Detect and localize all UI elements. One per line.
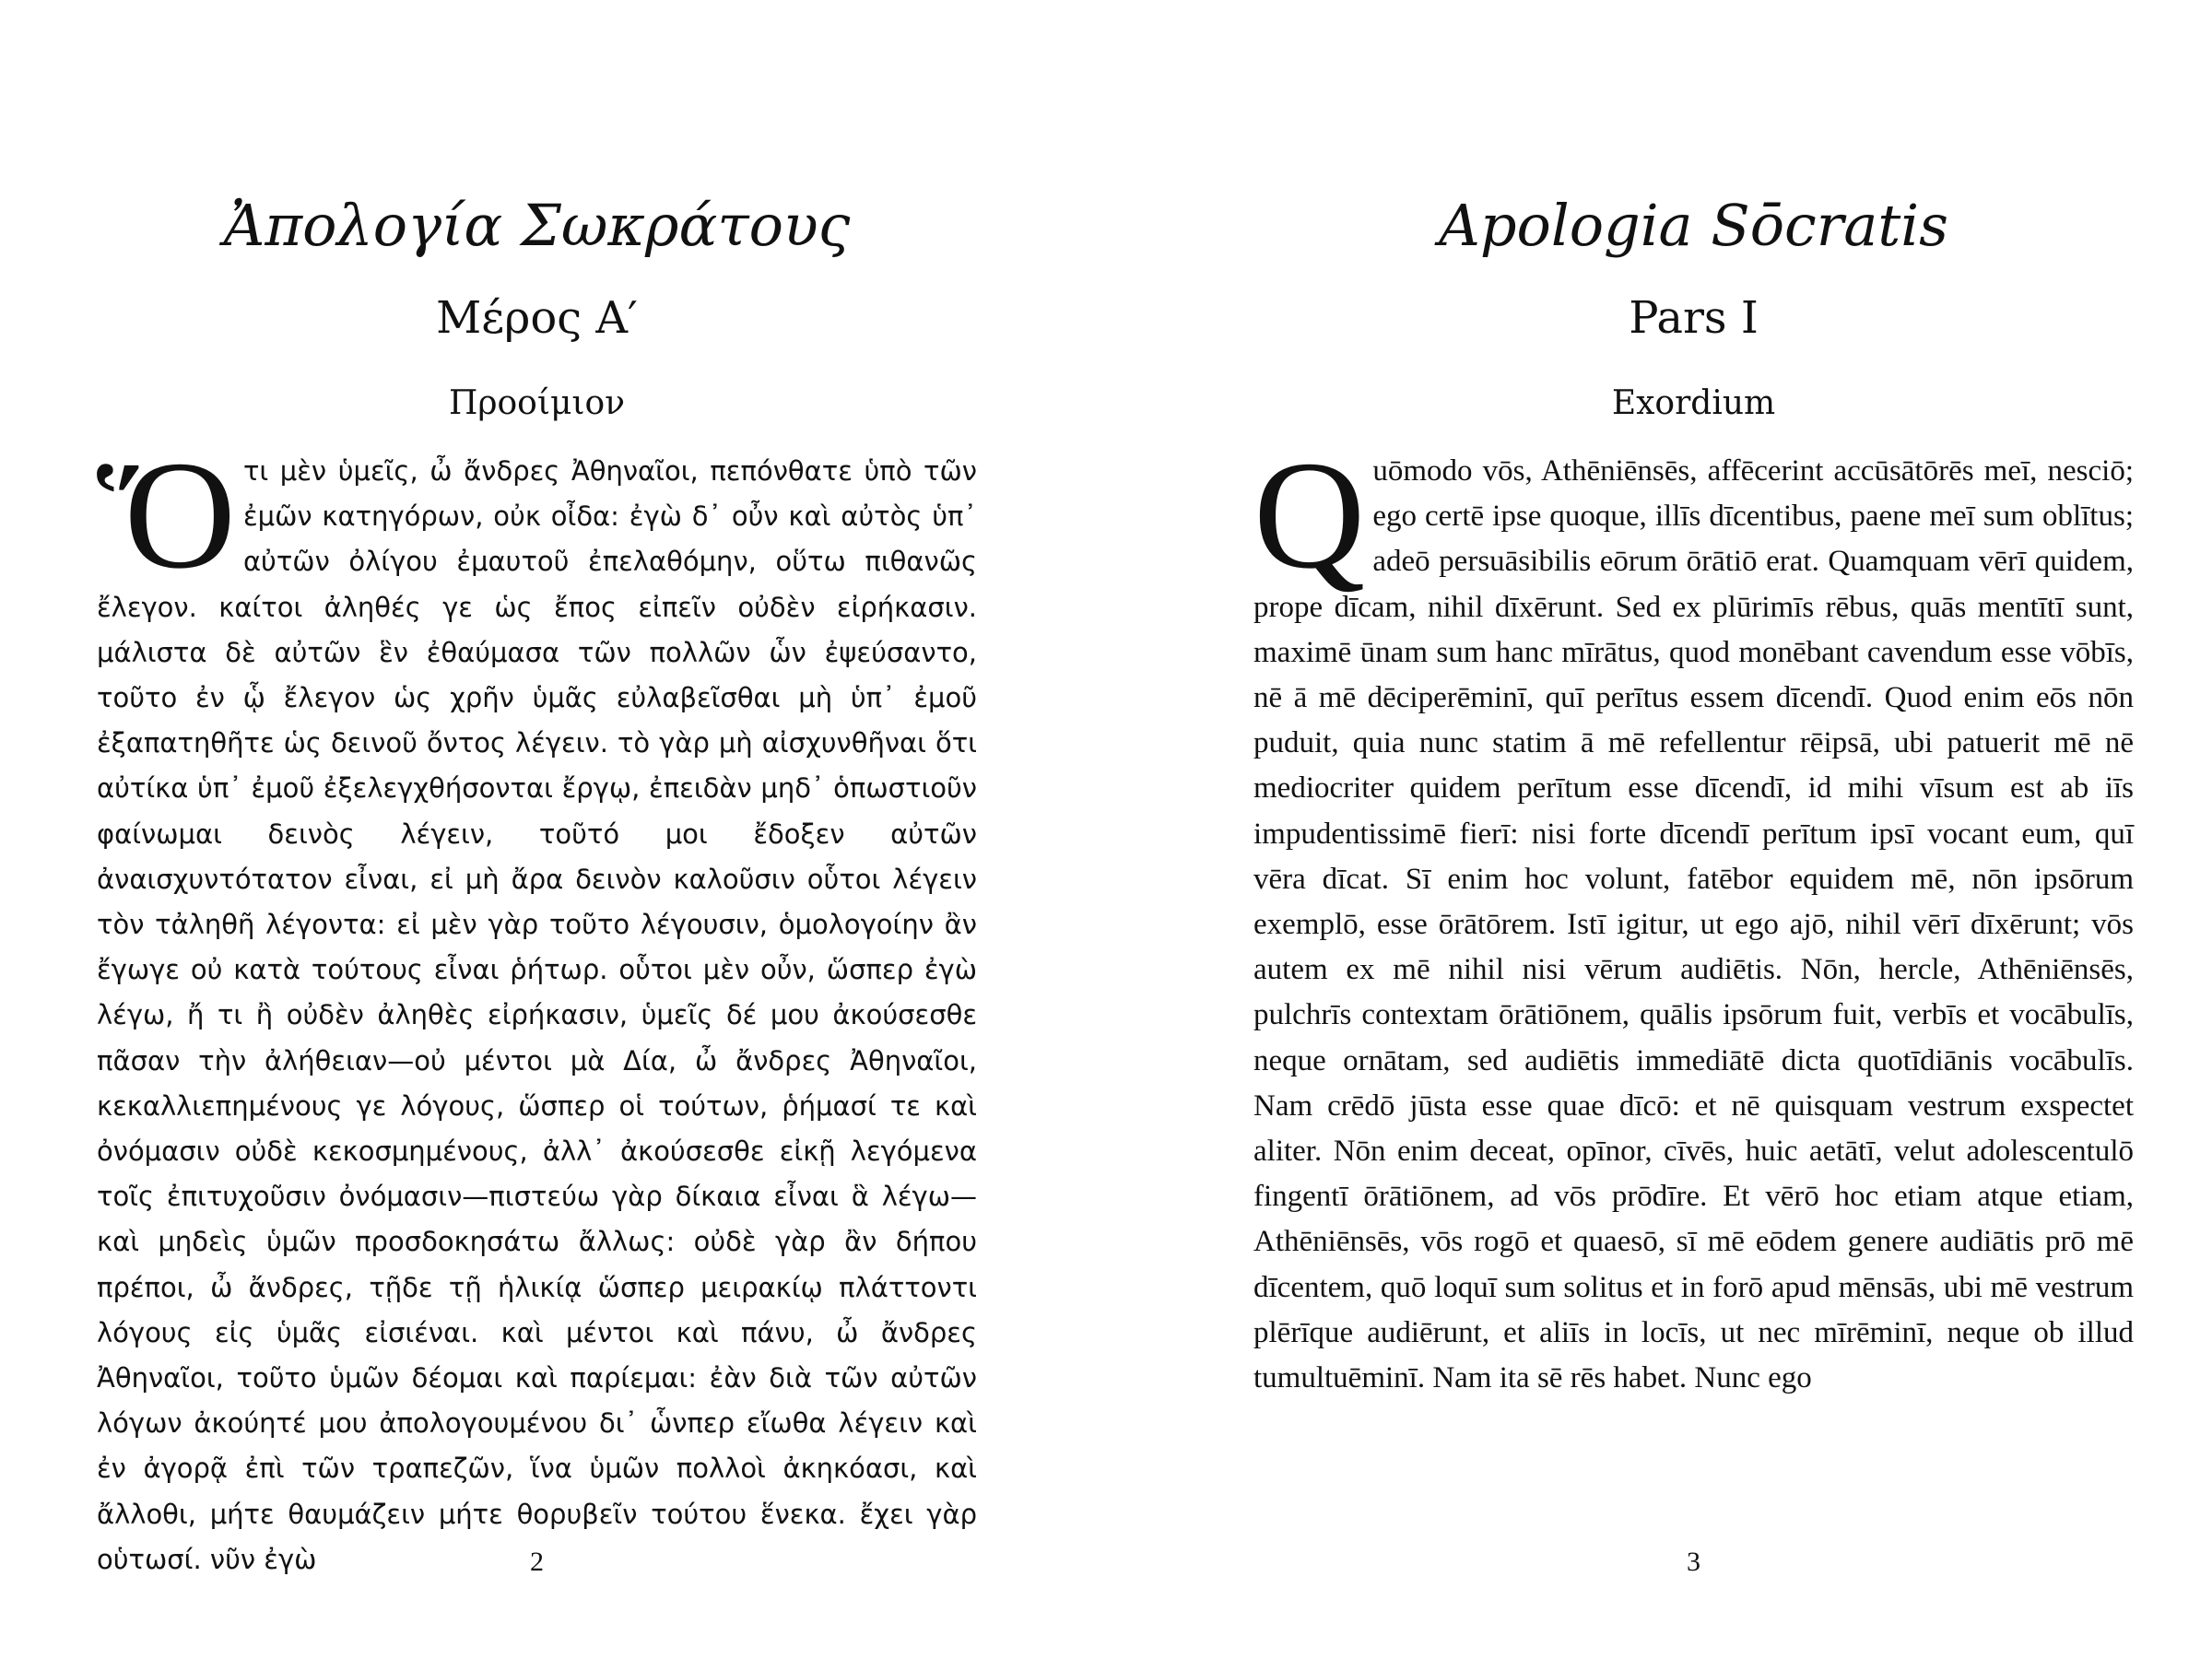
right-page <box>1253 0 2134 1659</box>
page-number: 3 <box>1687 1547 1700 1577</box>
drop-cap: Q <box>1253 429 1366 601</box>
page-title: Ἀπολογία Σωκράτους <box>223 192 851 259</box>
part-heading: Pars I <box>1629 292 1759 344</box>
part-heading: Μέρος Α′ <box>436 292 638 344</box>
section-heading: Προοίμιον <box>448 384 626 422</box>
body-text <box>97 429 977 1583</box>
page-number: 2 <box>530 1547 544 1577</box>
body-text <box>1253 429 2134 1401</box>
body-paragraph: τι μὲν ὑμεῖς, ὦ ἄνδρες Ἀθηναῖοι, πεπόνθατε ὑπὸ τῶν ἐμῶν κατηγόρων, οὐκ οἶδα: ἐγὼ δ᾽ οὖν καὶ αὐτὸς ὑπ᾽ αὐτῶν ὀλίγου ἐμαυτοῦ ἐπελαθόμην, οὕτω πιθανῶς ἔλεγον. καίτοι ἀληθές γε ὡς ἔπος εἰπεῖν οὐδὲν εἰρήκασιν. μάλιστα δὲ αὐτῶν ἓν ἐθαύμασα τῶν πολλῶν ὧν ἐψεύσαντο, τοῦτο ἐν ᾧ ἔλεγον ὡς χρῆν ὑμᾶς εὐλαβεῖσθαι μὴ ὑπ᾽ ἐμοῦ ἐξαπατηθῆτε ὡς δεινοῦ ὄντος λέγειν. τὸ γὰρ μὴ αἰσχυνθῆναι ὅτι αὐτίκα ὑπ᾽ ἐμοῦ ἐξελεγχθήσονται ἔργῳ, ἐπειδὰν μηδ᾽ ὁπωστιοῦν φαίνωμαι δεινὸς λέγειν, τοῦτό μοι ἔδοξεν αὐτῶν ἀναισχυντότατον εἶναι, εἰ μὴ ἄρα δεινὸν καλοῦσιν οὗτοι λέγειν τὸν τἀληθῆ λέγοντα: εἰ μὲν γὰρ τοῦτο λέγουσιν, ὁμολογοίην ἂν ἔγωγε οὐ κατὰ τούτους εἶναι ῥήτωρ. οὗτοι μὲν οὖν, ὥσπερ ἐγὼ λέγω, ἤ τι ἢ οὐδὲν ἀληθὲς εἰρήκασιν, ὑμεῖς δέ μου ἀκούσεσθε πᾶσαν τὴν ἀλήθειαν—οὐ μέντοι μὰ Δία, ὦ ἄνδρες Ἀθηναῖοι, κεκαλλιεπημένους γε λόγους, ὥσπερ οἱ τούτων, ῥήμασί τε καὶ ὀνόμασιν οὐδὲ κεκοσμημένους, ἀλλ᾽ ἀκούσεσθε εἰκῇ λεγόμενα τοῖς ἐπιτυχοῦσιν ὀνόμασιν—πιστεύω γὰρ δίκαια εἶναι ἃ λέγω—καὶ μηδεὶς ὑμῶν προσδοκησάτω ἄλλως: οὐδὲ γὰρ ἂν δήπου πρέποι, ὦ ἄνδρες, τῇδε τῇ ἡλικίᾳ ὥσπερ μειρακίῳ πλάττοντι λόγους εἰς ὑμᾶς εἰσιέναι. καὶ μέντοι καὶ πάνυ, ὦ ἄνδρες Ἀθηναῖοι, τοῦτο ὑμῶν δέομαι καὶ παρίεμαι: ἐὰν διὰ τῶν αὐτῶν λόγων ἀκούητέ μου ἀπολογουμένου δι᾽ ὧνπερ εἴωθα λέγειν καὶ ἐν ἀγορᾷ ἐπὶ τῶν τραπεζῶν, ἵνα ὑμῶν πολλοὶ ἀκηκόασι, καὶ ἄλλοθι, μήτε θαυμάζειν μήτε θορυβεῖν τούτου ἕνεκα. ἔχει γὰρ οὑτωσί. νῦν ἐγὼ <box>97 455 977 1575</box>
section-heading: Exordium <box>1611 384 1776 422</box>
left-page <box>97 0 977 1659</box>
page-title: Apologia Sōcratis <box>1439 192 1948 259</box>
body-paragraph: uōmodo vōs, Athēniēnsēs, affēcerint accūsātōrēs meī, nesciō; ego certē ipse quoque, illīs dīcentibus, paene meī sum oblītus; adeō persuāsibilis eōrum ōrātiō erat. Quamquam vērī quidem, prope dīcam, nihil dīxērunt. Sed ex plūrimīs rēbus, quās mentītī sunt, maximē ūnam sum hanc mīrātus, quod monēbant cavendum esse vōbīs, nē ā mē dēciperēminī, quī perītus essem dīcendī. Quod enim eōs nōn puduit, quia nunc statim ā mē refellentur rēipsā, ubi patuerit mē nē mediocriter quidem perītum esse dīcendī, id mihi vīsum est ab iīs impudentissimē fierī: nisi forte dīcendī perītum ipsī vocant eum, quī vēra dīcat. Sī enim hoc volunt, fatēbor equidem mē, nōn ipsōrum exemplō, esse ōrātōrem. Istī igitur, ut ego ajō, nihil vērī dīxērunt; vōs autem ex mē nihil nisi vērum audiētis. Nōn, hercle, Athēniēnsēs, pulchrīs contextam ōrātiōnem, quālis ipsōrum fuit, verbīs et vocābulīs, neque ornātam, sed audiētis immediātē dicta quotīdiānis vocābulīs. Nam crēdō jūsta esse quae dīcō: et nē quisquam vestrum exspectet aliter. Nōn enim deceat, opīnor, cīvēs, huic aetātī, velut adolescentulō fingentī ōrātiōnem, ad vōs prōdīre. Et vērō hoc etiam atque etiam, Athēniēnsēs, vōs rogō et quaesō, sī mē eōdem genere audiātis prō mē dīcentem, quō loquī sum solitus et in forō apud mēnsās, ubi mē vestrum plērīque audiērunt, et aliīs in locīs, ut nec mīrēminī, neque ob illud tumultuēminī. Nam ita sē rēs habet. Nunc ego <box>1253 454 2134 1395</box>
drop-cap: Ὅ <box>97 429 236 601</box>
